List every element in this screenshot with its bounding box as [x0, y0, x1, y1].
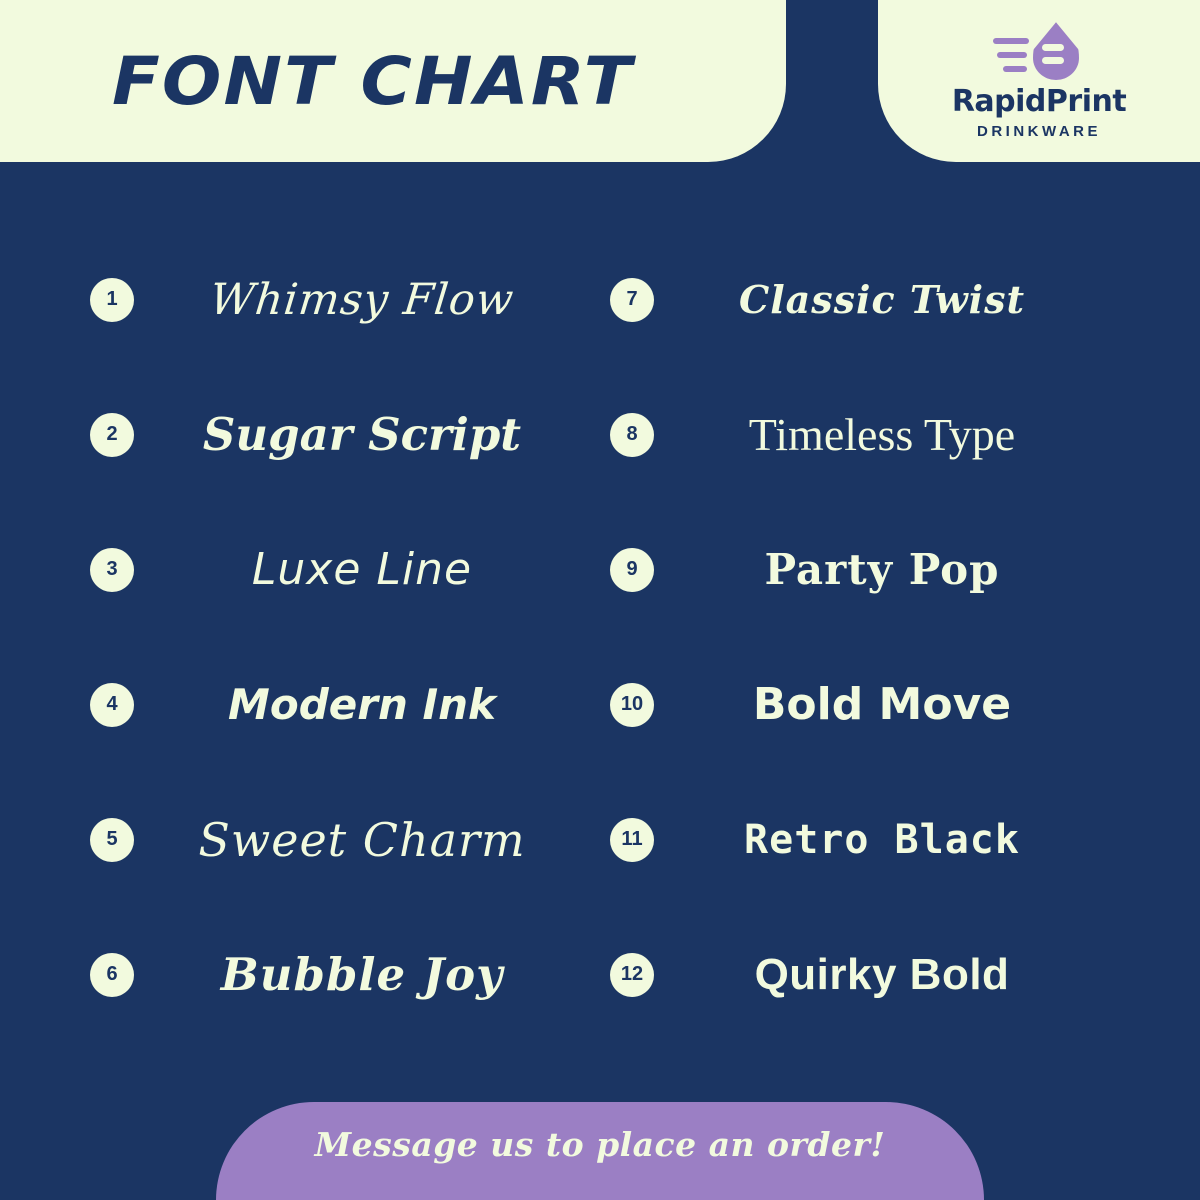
- font-sample-text: Retro Black: [744, 816, 1020, 863]
- font-row: [610, 367, 1110, 502]
- font-row: [610, 772, 1110, 907]
- font-row: [610, 637, 1110, 772]
- font-number-badge: 5: [90, 818, 134, 862]
- font-number-badge: 11: [610, 818, 654, 862]
- font-sample-text: Quirky Bold: [754, 949, 1010, 999]
- font-row: [610, 907, 1110, 1042]
- font-row: [90, 502, 590, 637]
- font-number-badge: 4: [90, 683, 134, 727]
- font-row: [90, 232, 590, 367]
- font-sample-text: Luxe Line: [251, 544, 473, 595]
- logo-streak-3: [1003, 66, 1027, 72]
- font-sample-text: Bubble Joy: [220, 948, 504, 1001]
- header: [0, 0, 1200, 162]
- font-sample-text: Party Pop: [764, 545, 1000, 594]
- font-number-badge: 9: [610, 548, 654, 592]
- font-number-badge: 3: [90, 548, 134, 592]
- water-drop-logo-icon: [993, 22, 1085, 84]
- font-sample-text: Whimsy Flow: [207, 274, 517, 325]
- page-title: FONT CHART: [112, 42, 634, 120]
- font-sample-text: Classic Twist: [738, 277, 1026, 322]
- title-panel: [0, 0, 786, 162]
- brand-tagline: DRINKWARE: [977, 122, 1101, 140]
- font-number-badge: 6: [90, 953, 134, 997]
- font-row: [90, 772, 590, 907]
- font-row: [90, 907, 590, 1042]
- font-column-left: [90, 232, 590, 1042]
- footer-cta-banner[interactable]: [216, 1102, 984, 1200]
- footer-cta-text: Message us to place an order!: [314, 1124, 886, 1164]
- font-sample-text: Bold Move: [752, 679, 1012, 730]
- font-number-badge: 7: [610, 278, 654, 322]
- font-column-right: [610, 232, 1110, 1042]
- brand-name: RapidPrint: [951, 84, 1127, 120]
- font-row: [90, 637, 590, 772]
- font-sample-text: Sugar Script: [202, 408, 522, 461]
- font-sample-text: Timeless Type: [748, 409, 1016, 460]
- font-row: [610, 502, 1110, 637]
- font-row: [610, 232, 1110, 367]
- drop-shape-icon: [1033, 22, 1079, 80]
- font-number-badge: 10: [610, 683, 654, 727]
- logo-streak-2: [997, 52, 1027, 58]
- font-number-badge: 8: [610, 413, 654, 457]
- font-number-badge: 1: [90, 278, 134, 322]
- brand-logo-panel: [878, 0, 1200, 162]
- font-sample-text: Modern Ink: [228, 680, 496, 729]
- font-number-badge: 12: [610, 953, 654, 997]
- font-sample-text: Sweet Charm: [198, 812, 526, 867]
- logo-streak-1: [993, 38, 1029, 44]
- font-chart-grid: [0, 232, 1200, 1042]
- font-row: [90, 367, 590, 502]
- font-number-badge: 2: [90, 413, 134, 457]
